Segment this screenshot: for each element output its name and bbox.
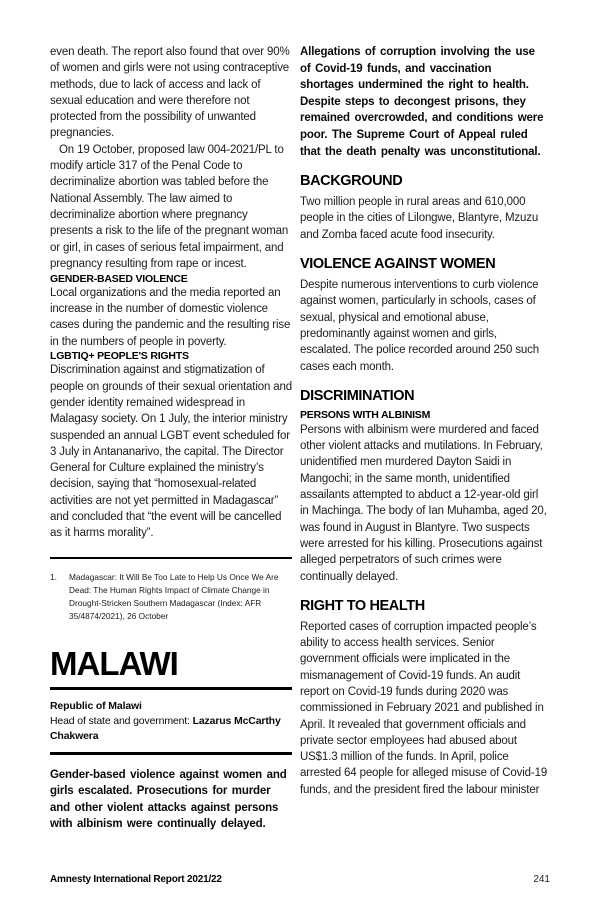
footer-page-number: 241 [533, 874, 550, 885]
section-body-discrimination: Persons with albinism were murdered and faced other violent attacks and mutilations. In February, unidentified men murdered Dayton Saidi in Mangochi; in the same month, unidentified assailants attempted to abduct a 12-year-old girl in Machinga. The body of Ian Muhamba, aged 20, was found in August in Blantyre. Two suspects were arrested for his killing. Prosecutions against alleged perpetrators of such crimes were continually delayed. [300, 423, 547, 583]
footer-report-title: Amnesty International Report 2021/22 [50, 874, 222, 885]
footnote-divider [50, 557, 292, 559]
subheading-lgbtiq-rights: LGBTIQ+ PEOPLE'S RIGHTS [50, 350, 189, 363]
section-violence-against-women [300, 256, 548, 375]
section-background [300, 173, 548, 243]
country-rule-top [50, 687, 292, 690]
section-body-right-to-health: Reported cases of corruption impacted people’s ability to access health services. Senior government officials were implicated in the mismanagement of Covid-19 funds. An audit report on Covid-19 funds during 2020 was commissioned in February 2021 and published in April. It revealed that government officials and private sector employees had abused about US$1.3 million of the funds. In April, police arrested 64 people for alleged misuse of Covid-19 funds, and the president fired the labour minister [300, 620, 548, 796]
section-heading-violence-against-women: VIOLENCE AGAINST WOMEN [300, 256, 496, 273]
section-discrimination [300, 388, 548, 585]
subheading-gender-based-violence: GENDER-BASED VIOLENCE [50, 272, 188, 285]
head-of-state-line [50, 714, 292, 744]
head-of-state-label: Head of state and government: [50, 714, 193, 727]
section-body-background: Two million people in rural areas and 610,000 people in the cities of Lilongwe, Blantyre, Mzuzu and Zomba faced acute food insecurity. [300, 196, 539, 241]
country-official-name: Republic of Malawi [50, 699, 142, 712]
footnote-text: Madagascar: It Will Be Too Late to Help Us Once We Are Dead: The Human Rights Impact of Climate Change in Drought-Stricken Southern Madagascar (Index: AFR 35/4874/2021), 26 October [69, 571, 279, 621]
paragraph-lgbtiq-discrimination: Discrimination against and stigmatization of people on grounds of their sexual orientation and gender identity remained widespread in Malagasy society. On 1 July, the interior ministry suspended an annual LGBT event scheduled for 3 July in Antananarivo, the capital. The Director General for Culture explained the ministry’s decision, saying that “homosexual-related activities are not yet permitted in Madagascar” and concluded that “the event will be cancelled as it harms morality”. [50, 364, 292, 540]
section-body-violence-against-women: Despite numerous interventions to curb violence against women, particularly in schools, cases of sexual, physical and emotional abuse, predominantly against women and girls, escalated. The police recorded around 250 such cases each month. [300, 279, 540, 373]
country-rule-bottom [50, 752, 292, 755]
section-right-to-health [300, 598, 548, 798]
section-heading-discrimination: DISCRIMINATION [300, 387, 415, 404]
intro-summary-continued: Allegations of corruption involving the use of Covid-19 funds, and vaccination shortages undermined the right to health. Despite steps to decongest prisons, they remained overcrowded, and conditions were poor. The Supreme Court of Appeal ruled that the death penalty was unconstitutional. [300, 46, 544, 158]
footnote [50, 571, 292, 623]
footnote-number: 1. [50, 571, 57, 582]
paragraph-proposed-law: On 19 October, proposed law 004-2021/PL to modify article 317 of the Penal Code to decriminalize abortion was tabled before the National Assembly. The law aimed to decriminalize abortion where pregnancy presents a risk to the life of the pregnant woman or girl, in cases of serious fetal impairment, and pregnancy resulting from rape or incest. [50, 143, 289, 270]
country-info-block [50, 699, 292, 744]
country-heading-malawi: MALAWI [50, 644, 178, 682]
section-heading-background: BACKGROUND [300, 173, 403, 190]
subheading-persons-with-albinism: PERSONS WITH ALBINISM [300, 408, 431, 421]
left-column [50, 44, 292, 833]
right-column [300, 44, 548, 798]
country-intro-summary: Gender-based violence against women and girls escalated. Prosecutions for murder and other violent attacks against persons with albinism were continually delayed. [50, 768, 287, 831]
paragraph-domestic-violence: Local organizations and the media reported an increase in the number of domestic violence cases during the pandemic and the resulting rise in the numbers of people in poverty. [50, 286, 291, 348]
page-footer [50, 874, 550, 885]
head-of-state-name: Lazarus McCarthy Chakwera [50, 714, 281, 742]
section-heading-right-to-health: RIGHT TO HEALTH [300, 597, 425, 614]
paragraph-abortion-report: even death. The report also found that over 90% of women and girls were not using contraceptive methods, due to lack of access and lack of sexual education and were therefore not protected from the possibility of unwanted pregnancies. [50, 46, 290, 140]
